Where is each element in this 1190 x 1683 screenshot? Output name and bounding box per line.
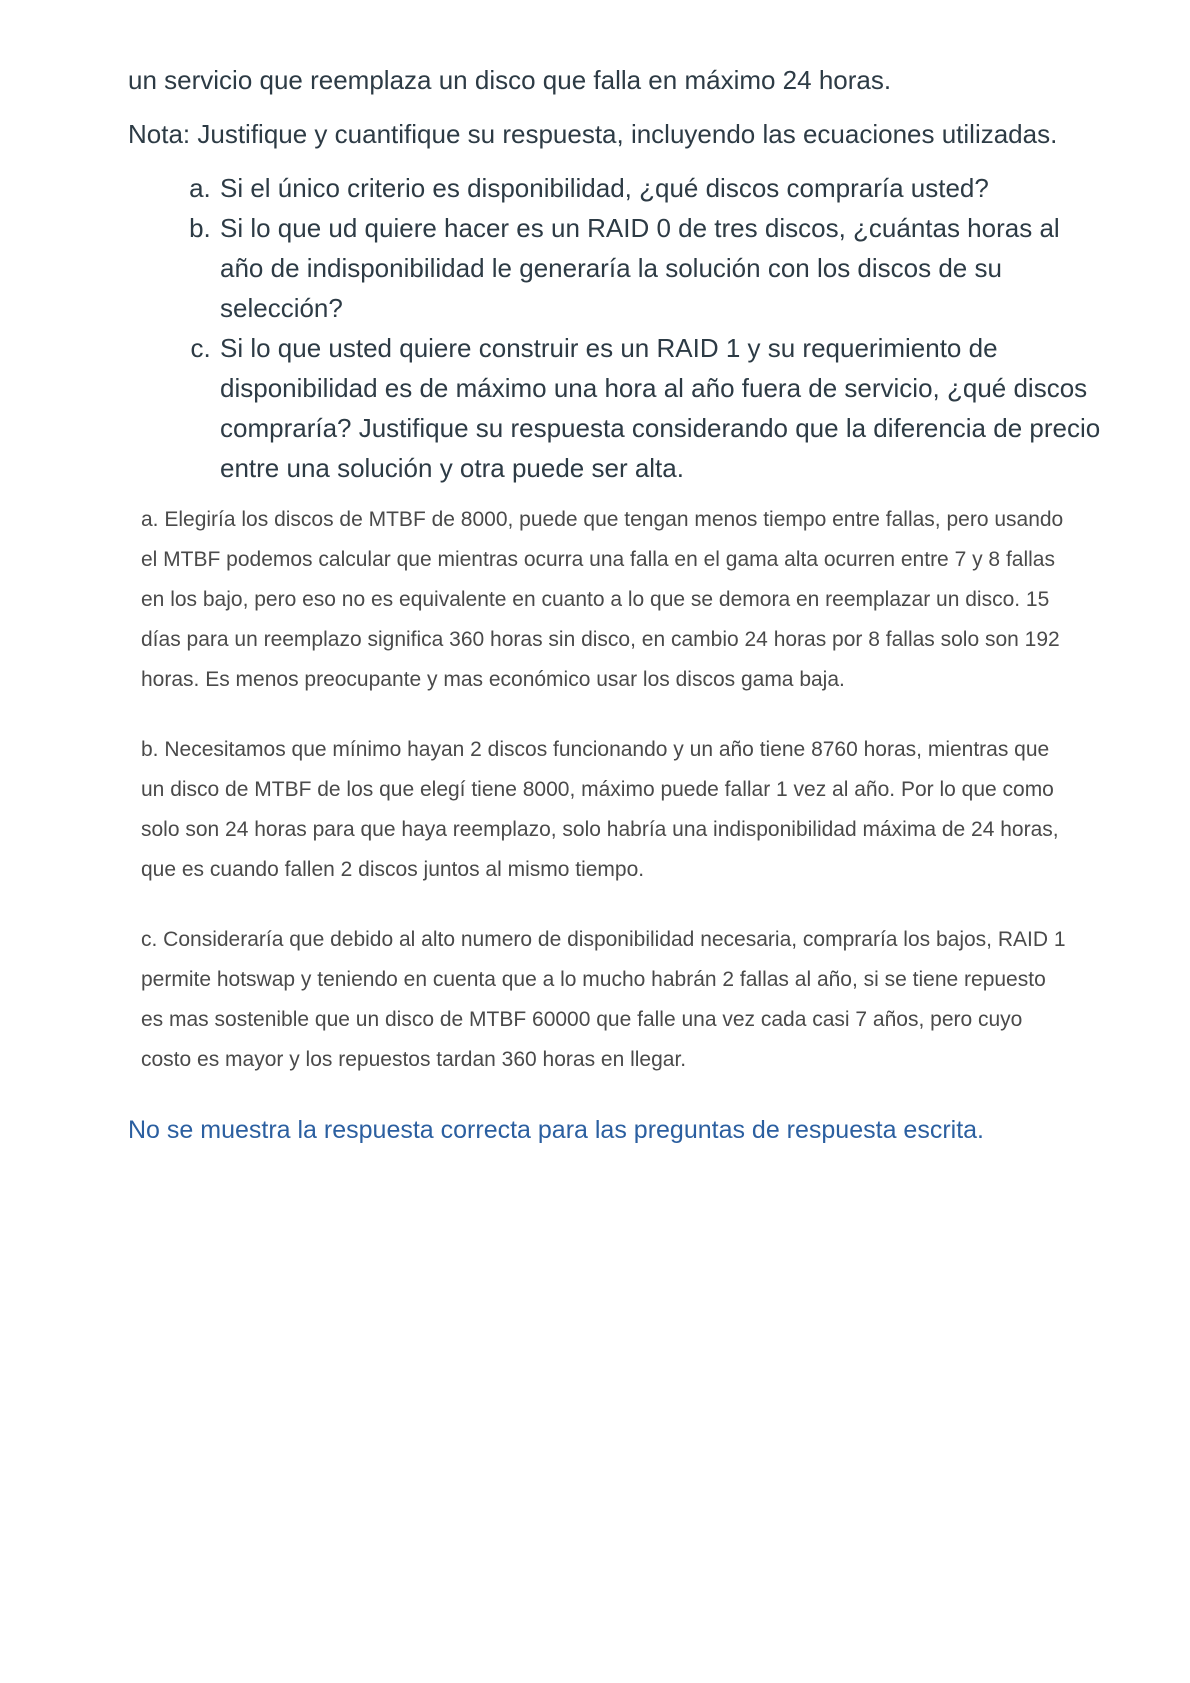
answer-paragraph-a: a. Elegiría los discos de MTBF de 8000, puede que tengan menos tiempo entre fallas, pero usando el MTBF podemos calcular que mientras ocurra una falla en el gama alta ocurren entre 7 y 8 fallas en los bajo, pero eso no es equivalente en cuanto a lo que se demora en reemplazar un disco. 15 días para un reemplazo significa 360 horas sin disco, en cambio 24 horas por 8 fallas solo son 192 horas. Es menos preocupante y mas económico usar los discos gama baja. bbox=[141, 508, 1064, 691]
question-note: Nota: Justifique y cuantifique su respuesta, incluyendo las ecuaciones utilizadas. bbox=[128, 119, 1058, 149]
question-intro: un servicio que reemplaza un disco que falla en máximo 24 horas. bbox=[128, 65, 892, 95]
student-answer bbox=[141, 500, 1071, 1080]
feedback-note: No se muestra la respuesta correcta para las preguntas de respuesta escrita. bbox=[128, 1116, 984, 1144]
quiz-content bbox=[128, 60, 1108, 1150]
question-items bbox=[128, 168, 1108, 488]
answer-paragraph-c: c. Consideraría que debido al alto numero de disponibilidad necesaria, compraría los bajos, RAID 1 permite hotswap y teniendo en cuenta que a lo mucho habrán 2 fallas al año, si se tiene repuesto es mas sostenible que un disco de MTBF 60000 que falle una vez cada casi 7 años, pero cuyo costo es mayor y los repuestos tardan 360 horas en llegar. bbox=[141, 928, 1066, 1071]
print-header bbox=[50, 30, 1140, 50]
answer-paragraph-b: b. Necesitamos que mínimo hayan 2 discos funcionando y un año tiene 8760 horas, mientras que un disco de MTBF de los que elegí tiene 8000, máximo puede fallar 1 vez al año. Por lo que como solo son 24 horas para que haya reemplazo, solo habría una indisponibilidad máxima de 24 horas, que es cuando fallen 2 discos juntos al mismo tiempo. bbox=[141, 738, 1059, 881]
question-item-a: a. Si el único criterio es disponibilidad, ¿qué discos compraría usted? bbox=[218, 168, 1108, 208]
print-footer bbox=[50, 1650, 1140, 1670]
question-item-b: b. Si lo que ud quiere hacer es un RAID 0 de tres discos, ¿cuántas horas al año de indisponibilidad le generaría la solución con los discos de su selección? bbox=[218, 208, 1108, 328]
question-item-c: c. Si lo que usted quiere construir es un RAID 1 y su requerimiento de disponibilidad es de máximo una hora al año fuera de servicio, ¿qué discos compraría? Justifique su respuesta considerando que la diferencia de precio entre una solución y otra puede ser alta. bbox=[218, 328, 1108, 488]
